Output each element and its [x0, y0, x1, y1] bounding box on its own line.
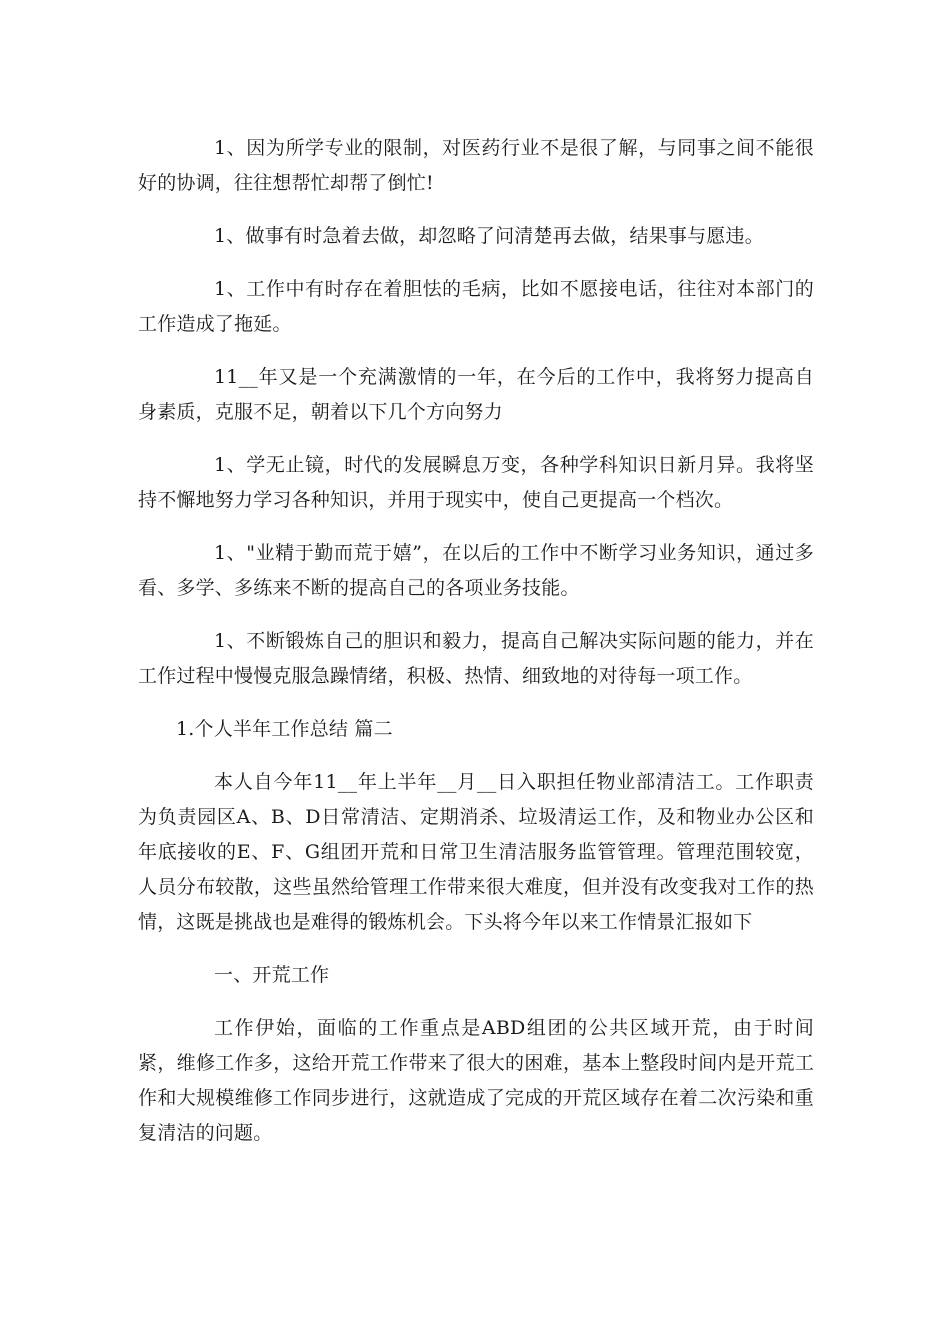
section-heading: 1.个人半年工作总结 篇二 [176, 718, 393, 740]
paragraph: 11__年又是一个充满激情的一年，在今后的工作中，我将努力提高自身素质，克服不足，朝着以下几个方向努力 [138, 366, 814, 423]
paragraph: 工作伊始，面临的工作重点是ABD组团的公共区域开荒，由于时间紧，维修工作多，这给开荒工作带来了很大的困难，基本上整段时间内是开荒工作和大规模维修工作同步进行，这就造成了完成的开荒区域存在着二次污染和重复清洁的问题。 [138, 1017, 814, 1144]
paragraph: 1、不断锻炼自己的胆识和毅力，提高自己解决实际问题的能力，并在工作过程中慢慢克服急躁情绪，积极、热情、细致地的对待每一项工作。 [138, 630, 814, 687]
subsection-heading: 一、开荒工作 [214, 964, 330, 986]
paragraph: 1、"业精于勤而荒于嬉”，在以后的工作中不断学习业务知识，通过多看、多学、多练来不断的提高自己的各项业务技能。 [138, 542, 814, 599]
paragraph: 本人自今年11__年上半年__月__日入职担任物业部清洁工。工作职责为负责园区A、B、D日常清洁、定期消杀、垃圾清运工作，及和物业办公区和年底接收的E、F、G组团开荒和日常卫生清洁服务监管管理。管理范围较宽，人员分布较散，这些虽然给管理工作带来很大难度，但并没有改变我对工作的热情，这既是挑战也是难得的锻炼机会。下头将今年以来工作情景汇报如下 [138, 771, 814, 933]
paragraph: 1、工作中有时存在着胆怯的毛病，比如不愿接电话，往往对本部门的工作造成了拖延。 [138, 278, 814, 335]
paragraph: 1、因为所学专业的限制，对医药行业不是很了解，与同事之间不能很好的协调，往往想帮忙却帮了倒忙! [138, 137, 814, 194]
document-body [138, 131, 814, 1169]
paragraph: 1、做事有时急着去做，却忽略了问清楚再去做，结果事与愿违。 [214, 225, 764, 247]
paragraph: 1、学无止镜，时代的发展瞬息万变，各种学科知识日新月异。我将坚持不懈地努力学习各种知识，并用于现实中，使自己更提高一个档次。 [138, 454, 814, 511]
